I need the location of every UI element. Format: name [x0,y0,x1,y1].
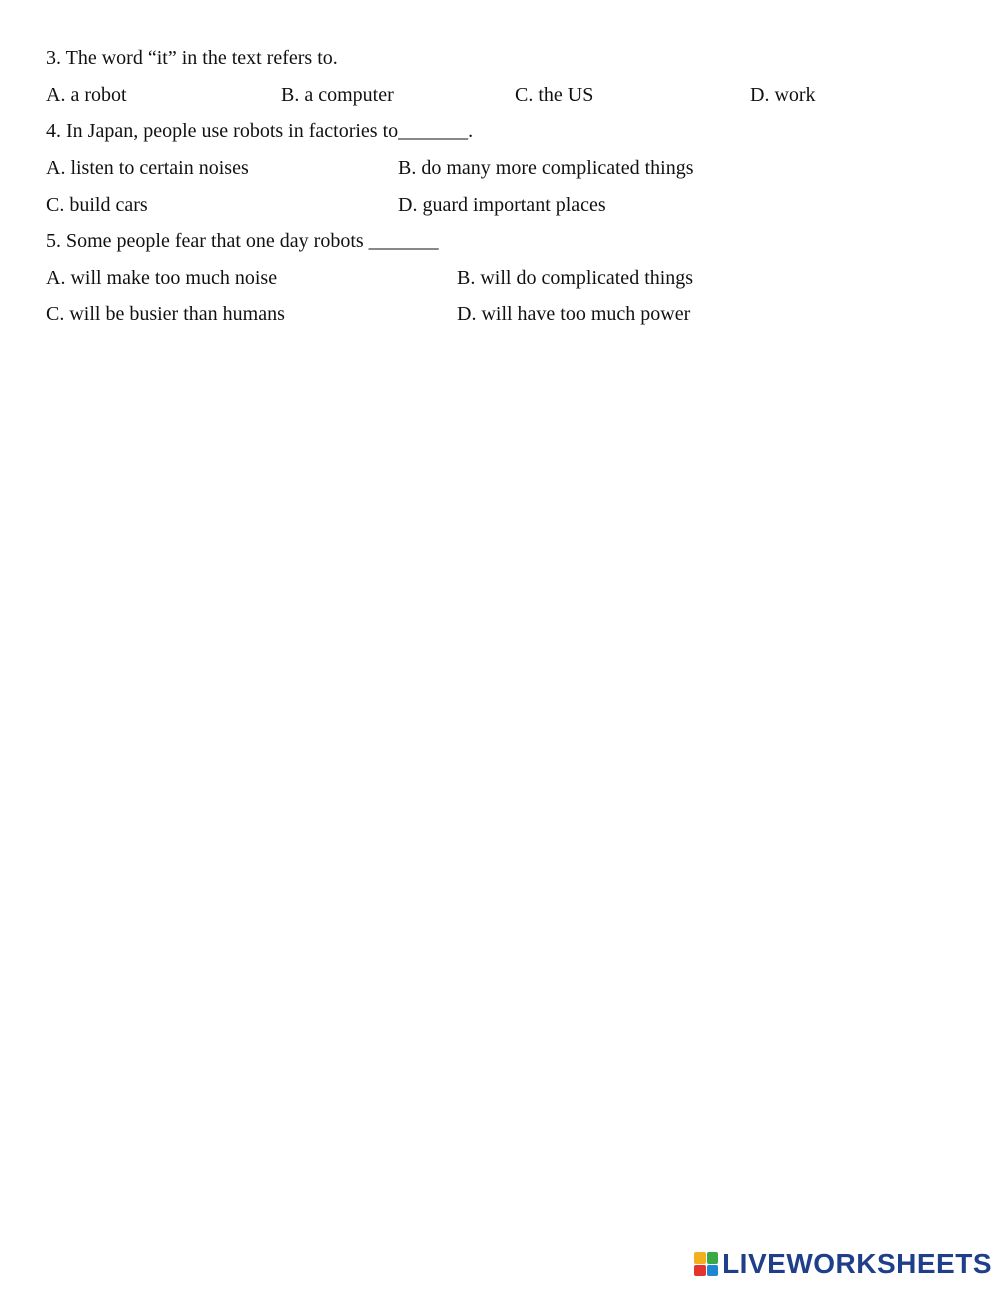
liveworksheets-mark-icon [694,1252,718,1276]
question-3-option-b[interactable]: B. a computer [281,84,394,106]
question-4-stem: 4. In Japan, people use robots in factories to_______. [46,120,474,142]
question-3-option-a[interactable]: A. a robot [46,84,127,106]
question-5-option-a[interactable]: A. will make too much noise [46,267,278,289]
question-4-option-c[interactable]: C. build cars [46,194,148,216]
question-3-option-d[interactable]: D. work [750,84,816,106]
question-5-option-d[interactable]: D. will have too much power [457,303,691,325]
question-4-option-b[interactable]: B. do many more complicated things [398,157,694,179]
question-4-option-a[interactable]: A. listen to certain noises [46,157,249,179]
question-4-option-d[interactable]: D. guard important places [398,194,606,216]
liveworksheets-wordmark: LIVEWORKSHEETS [722,1248,992,1279]
liveworksheets-logo [694,1247,992,1281]
question-3-option-c[interactable]: C. the US [515,84,594,106]
question-5-option-c[interactable]: C. will be busier than humans [46,303,285,325]
question-3-stem: 3. The word “it” in the text refers to. [46,47,338,69]
question-5-option-b[interactable]: B. will do complicated things [457,267,694,289]
question-5-stem: 5. Some people fear that one day robots _______ [46,230,439,252]
